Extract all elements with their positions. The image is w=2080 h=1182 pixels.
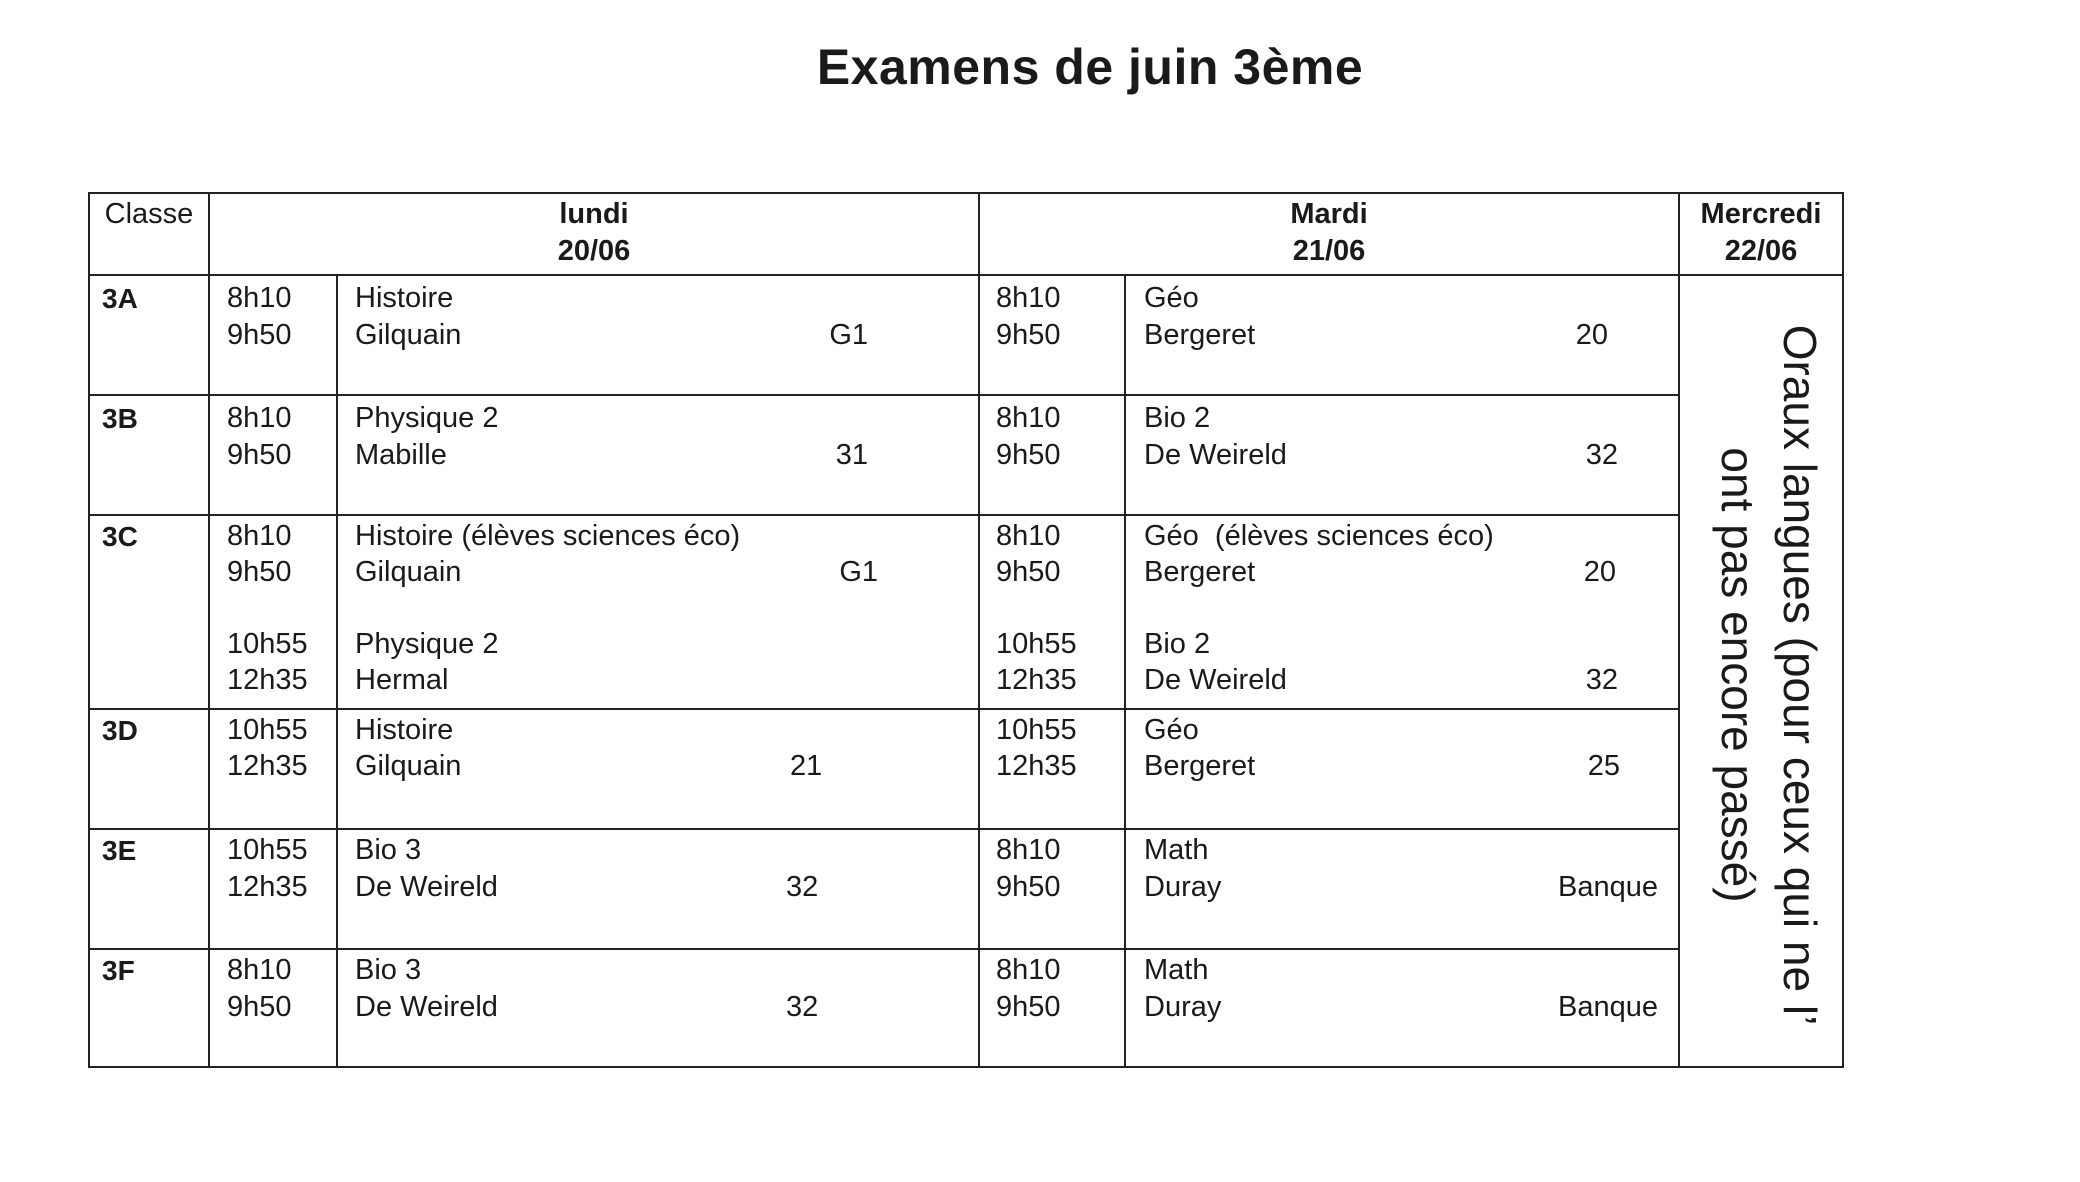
exam-end-time: 9h50 [227, 319, 292, 351]
exam-end-time: 12h35 [227, 750, 308, 782]
class-label: 3D [102, 715, 138, 746]
exam-teacher: Bergeret [1144, 556, 1256, 588]
exam-teacher: De Weireld [1144, 664, 1287, 696]
exam-room: 32 [786, 871, 819, 903]
col-divider [208, 192, 210, 1068]
exam-subject: Math [1144, 954, 1209, 986]
header-day1-name: lundi [559, 198, 629, 230]
exam-end-time: 9h50 [996, 439, 1061, 471]
header-day2-name: Mardi [1290, 198, 1368, 230]
row-divider [88, 828, 1678, 830]
exam-start-time: 8h10 [227, 954, 292, 986]
exam-start-time: 8h10 [996, 954, 1061, 986]
exam-start-time: 8h10 [996, 520, 1061, 552]
exam-end-time: 12h35 [227, 664, 308, 696]
exam-teacher: De Weireld [355, 991, 498, 1023]
class-label: 3A [102, 283, 138, 314]
exam-subject: Bio 3 [355, 834, 422, 866]
exam-start-time: 8h10 [996, 834, 1061, 866]
exam-subject: Bio 2 [1144, 402, 1211, 434]
col-divider [1124, 274, 1126, 1068]
row-divider [88, 394, 1678, 396]
exam-room: 20 [1583, 556, 1616, 588]
exam-start-time: 10h55 [996, 628, 1077, 660]
class-label: 3B [102, 403, 138, 434]
table-border-bottom [88, 1066, 1844, 1068]
header-divider [88, 274, 1844, 276]
exam-start-time: 8h10 [996, 282, 1061, 314]
exam-start-time: 10h55 [227, 714, 308, 746]
col-divider [336, 274, 338, 1068]
exam-schedule-table [88, 192, 1844, 1068]
exam-start-time: 8h10 [996, 402, 1061, 434]
exam-start-time: 8h10 [227, 402, 292, 434]
exam-subject: Géo [1144, 282, 1199, 314]
exam-end-time: 9h50 [227, 991, 292, 1023]
exam-teacher: Bergeret [1144, 750, 1256, 782]
header-day2-date: 21/06 [1292, 235, 1366, 267]
exam-room: 25 [1587, 750, 1620, 782]
exam-teacher: De Weireld [355, 871, 498, 903]
exam-teacher: Gilquain [355, 319, 462, 351]
exam-subject: Physique 2 [355, 628, 499, 660]
exam-subject: Physique 2 [355, 402, 499, 434]
exam-end-time: 9h50 [996, 991, 1061, 1023]
row-divider [88, 708, 1678, 710]
exam-teacher: Duray [1144, 871, 1222, 903]
header-day3-date: 22/06 [1724, 235, 1798, 267]
page-title: Examens de juin 3ème [816, 39, 1364, 95]
exam-teacher: Bergeret [1144, 319, 1256, 351]
col-divider [978, 192, 980, 1068]
exam-end-time: 12h35 [227, 871, 308, 903]
exam-room: 21 [790, 750, 823, 782]
header-day3-name: Mercredi [1700, 198, 1822, 230]
exam-room: 32 [1585, 664, 1618, 696]
exam-room: 32 [786, 991, 819, 1023]
exam-subject: Histoire (élèves sciences éco) [355, 520, 741, 552]
exam-end-time: 12h35 [996, 664, 1077, 696]
exam-room: G1 [829, 319, 868, 351]
header-classe: Classe [104, 198, 194, 230]
mercredi-oral-cell [1682, 282, 1856, 1068]
exam-subject: Bio 3 [355, 954, 422, 986]
table-border-left [88, 192, 90, 1068]
col-divider [1678, 192, 1680, 1068]
oral-languages-note: Oraux langues (pour ceux qui ne l’ ont pas encore passé) [1712, 324, 1826, 1026]
row-divider [88, 514, 1678, 516]
exam-teacher: Hermal [355, 664, 449, 696]
exam-subject: Géo (élèves sciences éco) [1144, 520, 1494, 552]
exam-end-time: 12h35 [996, 750, 1077, 782]
exam-end-time: 9h50 [996, 871, 1061, 903]
exam-start-time: 10h55 [996, 714, 1077, 746]
exam-teacher: Mabille [355, 439, 447, 471]
row-divider [88, 948, 1678, 950]
exam-start-time: 10h55 [227, 834, 308, 866]
class-label: 3E [102, 835, 137, 866]
exam-room: G1 [839, 556, 878, 588]
exam-room: Banque [1558, 871, 1658, 903]
table-border-top [88, 192, 1844, 194]
exam-start-time: 8h10 [227, 520, 292, 552]
exam-subject: Histoire [355, 282, 454, 314]
exam-end-time: 9h50 [996, 319, 1061, 351]
exam-subject: Histoire [355, 714, 454, 746]
exam-subject: Géo [1144, 714, 1199, 746]
exam-teacher: Gilquain [355, 750, 462, 782]
exam-teacher: Gilquain [355, 556, 462, 588]
exam-subject: Bio 2 [1144, 628, 1211, 660]
exam-end-time: 9h50 [227, 556, 292, 588]
exam-end-time: 9h50 [227, 439, 292, 471]
class-label: 3F [102, 955, 135, 986]
exam-teacher: Duray [1144, 991, 1222, 1023]
exam-subject: Math [1144, 834, 1209, 866]
exam-start-time: 10h55 [227, 628, 308, 660]
header-day1-date: 20/06 [557, 235, 631, 267]
exam-room: Banque [1558, 991, 1658, 1023]
exam-start-time: 8h10 [227, 282, 292, 314]
exam-room: 20 [1575, 319, 1608, 351]
exam-room: 31 [835, 439, 868, 471]
exam-room: 32 [1585, 439, 1618, 471]
exam-teacher: De Weireld [1144, 439, 1287, 471]
exam-end-time: 9h50 [996, 556, 1061, 588]
class-label: 3C [102, 521, 138, 552]
